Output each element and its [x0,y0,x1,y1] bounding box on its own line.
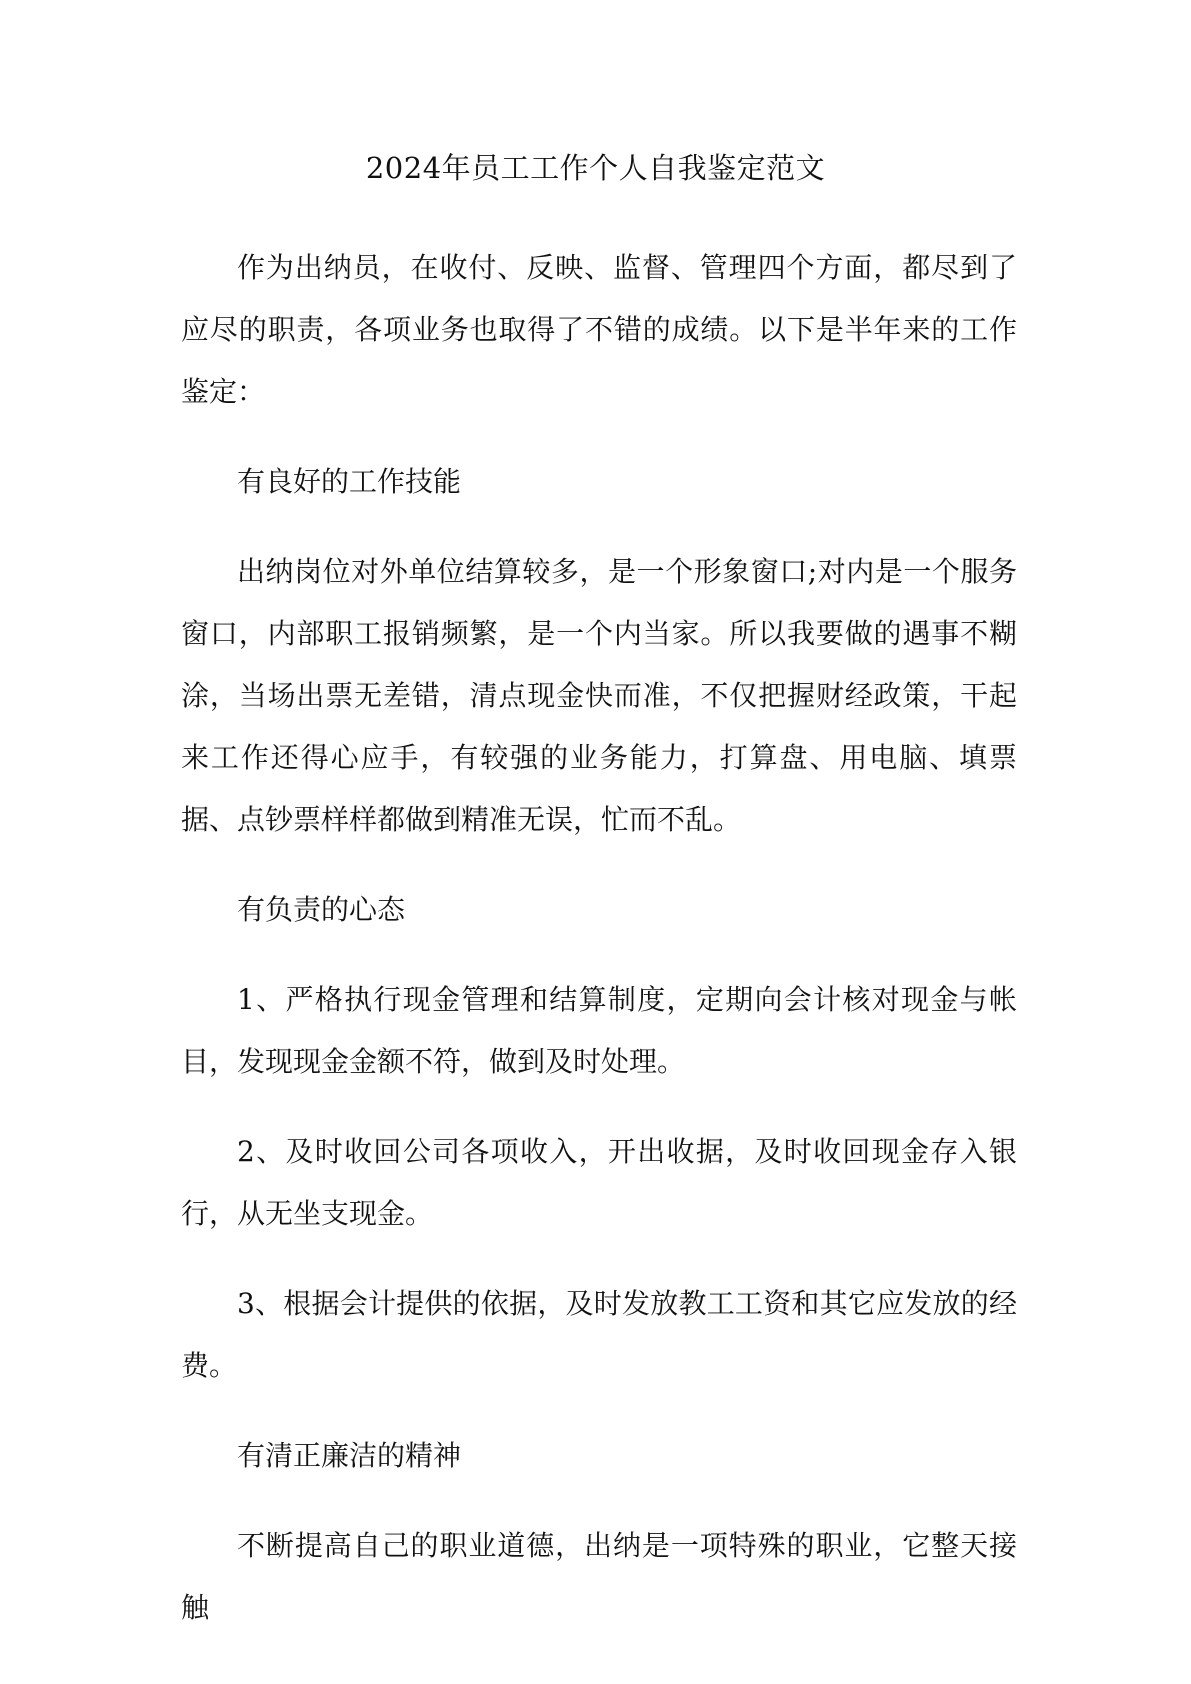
paragraph-integrity: 不断提高自己的职业道德，出纳是一项特殊的职业，它整天接触 [181,1529,1017,1624]
paragraph-item-1: 1、严格执行现金管理和结算制度，定期向会计核对现金与帐目，发现现金金额不符，做到及时处理。 [181,983,1017,1078]
paragraph-skills: 出纳岗位对外单位结算较多，是一个形象窗口;对内是一个服务窗口，内部职工报销频繁，是一个内当家。所以我要做的遇事不糊涂，当场出票无差错，清点现金快而准，不仅把握财经政策，干起来工作还得心应手，有较强的业务能力，打算盘、用电脑、填票据、点钞票样样都做到精准无误，忙而不乱。 [181,555,1017,836]
paragraph-item-2: 2、及时收回公司各项收入，开出收据，及时收回现金存入银行，从无坐支现金。 [181,1135,1017,1230]
section-heading-attitude: 有负责的心态 [237,893,406,926]
section-heading-skills: 有良好的工作技能 [237,465,462,498]
document-title: 2024年员工工作个人自我鉴定范文 [365,151,826,185]
paragraph-item-3: 3、根据会计提供的依据，及时发放教工工资和其它应发放的经费。 [181,1287,1017,1382]
paragraph-intro: 作为出纳员，在收付、反映、监督、管理四个方面，都尽到了应尽的职责，各项业务也取得了不错的成绩。以下是半年来的工作鉴定： [181,251,1017,408]
document-body [181,237,1017,1667]
section-heading-integrity: 有清正廉洁的精神 [237,1439,462,1472]
